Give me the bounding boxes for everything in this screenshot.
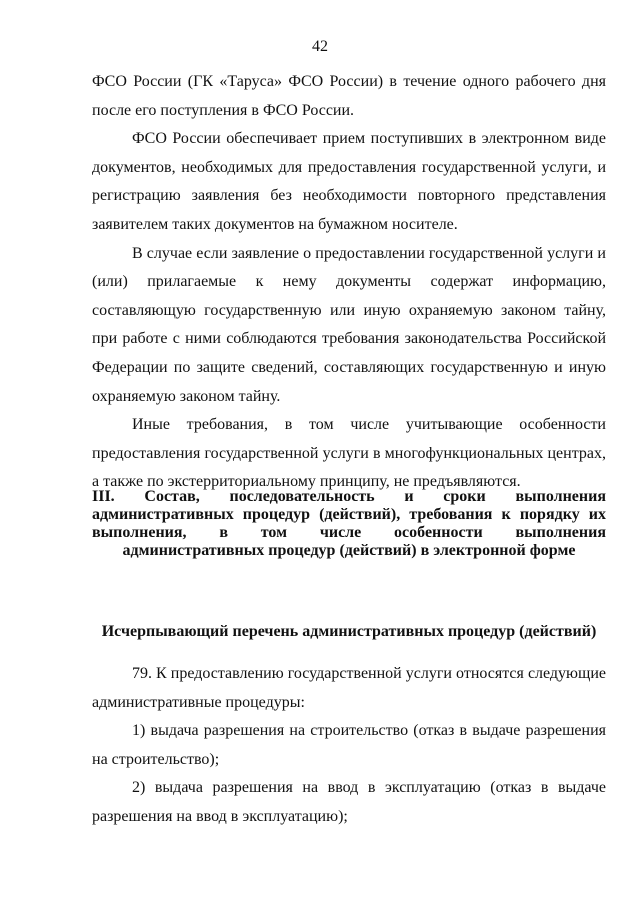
list-item: 1) выдача разрешения на строительство (отказ в выдаче разрешения на строительство); xyxy=(92,722,606,768)
body-text-top xyxy=(92,68,606,497)
subheading: Исчерпывающий перечень административных процедур (действий) xyxy=(101,623,597,640)
paragraph: В случае если заявление о предоставлении государственной услуги и (или) прилагаемые к нему документы содержат информацию, составляющую государственную или иную охраняемую законом тайну, при работе с ними соблюдаются требования законодательства Российской Федерации по защите сведений, составляющих государственную и иную охраняемую законом тайну. xyxy=(92,244,606,405)
body-text-bottom xyxy=(92,660,606,832)
section-heading: III. Состав, последовательность и сроки выполнения административных процедур (действий), требования к порядку их выполнения, в том числе особенности выполнения административных процедур (действий) в электронной форме xyxy=(92,488,606,559)
paragraph: 79. К предоставлению государственной услуги относятся следующие административные процедуры: xyxy=(92,665,606,711)
paragraph: ФСО России (ГК «Таруса» ФСО России) в течение одного рабочего дня после его поступления в ФСО России. xyxy=(92,73,606,119)
paragraph: Иные требования, в том числе учитывающие особенности предоставления государственной услуги в многофункциональных центрах, а также по экстерриториальному принципу, не предъявляются. xyxy=(92,416,606,491)
page-number: 42 xyxy=(312,38,328,55)
list-item: 2) выдача разрешения на ввод в эксплуатацию (отказ в выдаче разрешения на ввод в эксплуатацию); xyxy=(92,779,606,825)
paragraph: ФСО России обеспечивает прием поступивших в электронном виде документов, необходимых для предоставления государственной услуги, и регистрацию заявления без необходимости повторного представления заявителем таких документов на бумажном носителе. xyxy=(92,130,606,233)
